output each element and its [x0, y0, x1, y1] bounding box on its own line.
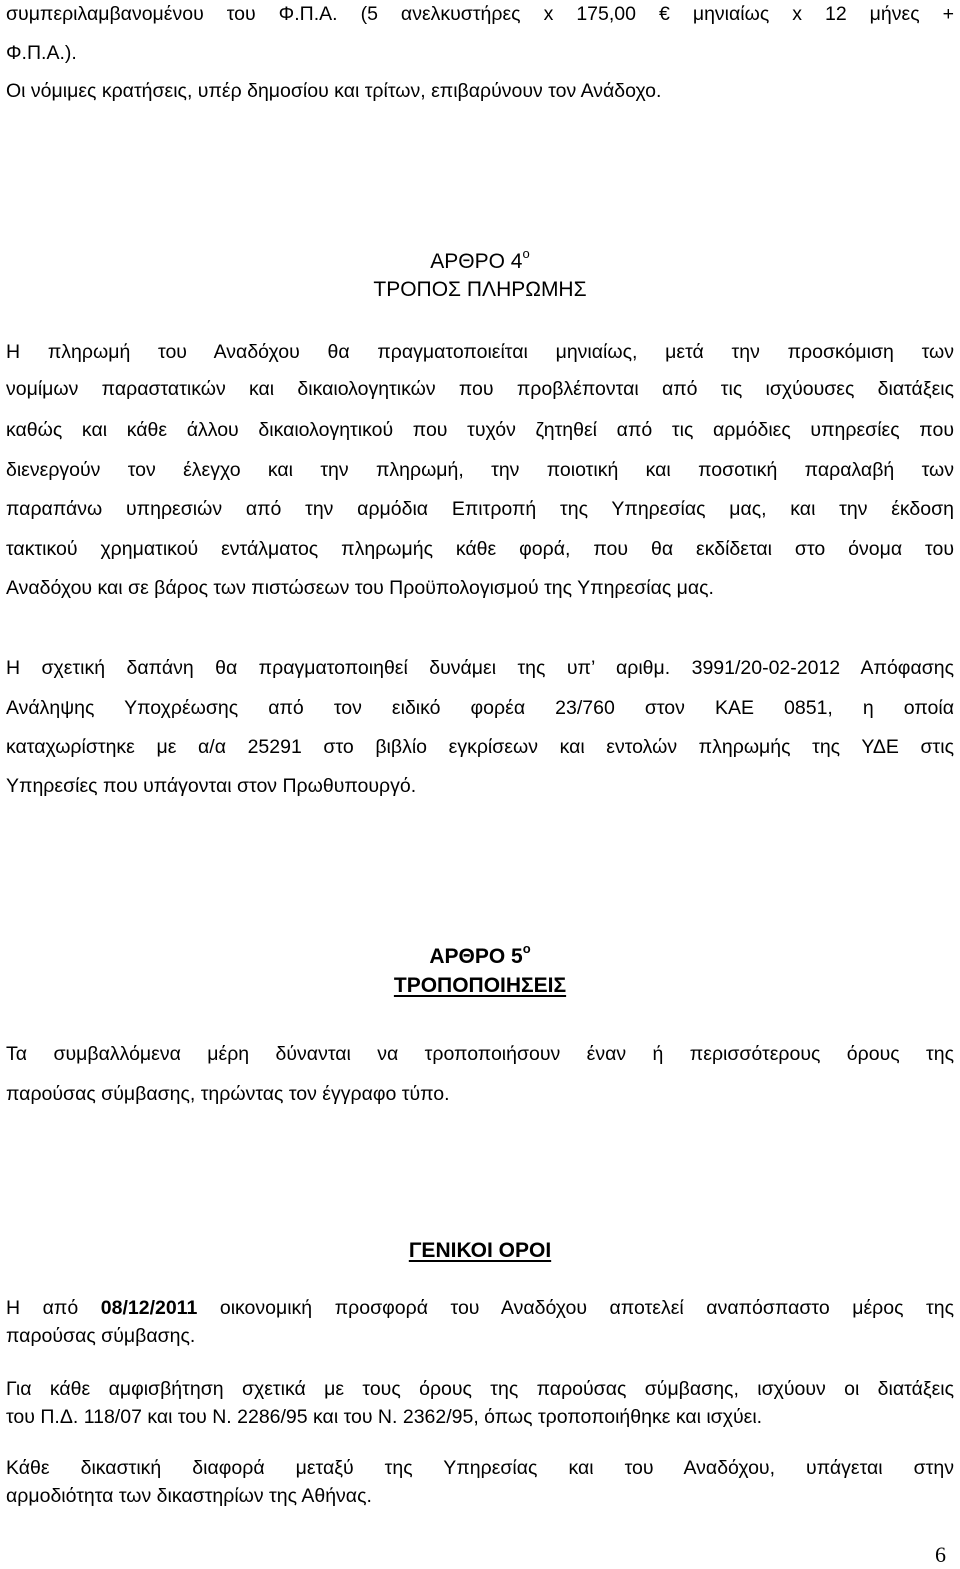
article-5-title: ΤΡΟΠΟΠΟΙΗΣΕΙΣ	[393, 974, 567, 997]
general-terms-title: ΓΕΝΙΚΟΙ ΟΡΟΙ	[408, 1239, 552, 1262]
general-p2-line: του Π.Δ. 118/07 και του Ν. 2286/95 και του Ν. 2362/95, όπως τροποποιήθηκε και ισχύει.	[6, 1406, 763, 1428]
article-4-ordinal: ο	[522, 246, 530, 261]
article-4-p2-line: καταχωρίστηκε με α/α 25291 στο βιβλίο εγκρίσεων και εντολών πληρωμής της ΥΔΕ στις	[6, 736, 954, 758]
article-5-p1-line: παρούσας σύμβασης, τηρώντας τον έγγραφο τύπο.	[6, 1083, 450, 1105]
offer-date: 08/12/2011	[100, 1297, 198, 1319]
article-4-number: ΑΡΘΡΟ $4^o$	[430, 246, 530, 273]
article-4-p1-line: καθώς και κάθε άλλου δικαιολογητικού που τυχόν ζητηθεί από τις αρμόδιες υπηρεσίες που	[6, 419, 954, 441]
general-p3-line: Κάθε δικαστική διαφορά μεταξύ της Υπηρεσίας και του Αναδόχου, υπάγεται στην	[6, 1457, 954, 1479]
article-4-p1-line: παραπάνω υπηρεσιών από την αρμόδια Επιτροπή της Υπηρεσίας μας, και την έκδοση	[6, 498, 954, 520]
article-4-p1-line: νομίμων παραστατικών και δικαιολογητικών που προβλέπονται από τις ισχύουσες διατάξεις	[6, 378, 954, 400]
intro-line-1: συμπεριλαμβανομένου του Φ.Π.Α. (5 ανελκυστήρες x 175,00 € μηνιαίως x 12 μήνες +	[6, 3, 954, 25]
article-5-number: ΑΡΘΡΟ $5^o$	[429, 941, 531, 968]
article-4-p1-line: Αναδόχου και σε βάρος των πιστώσεων του Προϋπολογισμού της Υπηρεσίας μας.	[6, 577, 714, 599]
article-4-title: ΤΡΟΠΟΣ ΠΛΗΡΩΜΗΣ	[373, 278, 587, 301]
article-4-p2-line: Ανάληψης Υποχρέωσης από τον ειδικό φορέα 23/760 στον ΚΑΕ 0851, η οποία	[6, 697, 954, 719]
general-p1-line: Η από 08/12/2011 οικονομική προσφορά του Αναδόχου αποτελεί αναπόσπαστο μέρος της	[6, 1297, 954, 1319]
general-p3-line: αρμοδιότητα των δικαστηρίων της Αθήνας.	[6, 1485, 372, 1507]
article-4-p1-line: τακτικού χρηματικού εντάλματος πληρωμής κάθε φορά, που θα εκδίδεται στο όνομα του	[6, 538, 954, 560]
article-5-p1-line: Τα συμβαλλόμενα μέρη δύνανται να τροποποιήσουν έναν ή περισσότερους όρους της	[6, 1043, 954, 1065]
article-4-p1-line: Η πληρωμή του Αναδόχου θα πραγματοποιείται μηνιαίως, μετά την προσκόμιση των	[6, 341, 954, 363]
article-4-p2-line: Υπηρεσίες που υπάγονται στον Πρωθυπουργό.	[6, 775, 417, 797]
article-4-p2-line: Η σχετική δαπάνη θα πραγματοποιηθεί δυνάμει της υπ’ αριθμ. 3991/20-02-2012 Απόφασης	[6, 657, 954, 679]
article-4-p1-line: διενεργούν τον έλεγχο και την πληρωμή, την ποιοτική και ποσοτική παραλαβή των	[6, 459, 954, 481]
intro-line-3: Οι νόμιμες κρατήσεις, υπέρ δημοσίου και τρίτων, επιβαρύνουν τον Ανάδοχο.	[6, 80, 662, 102]
intro-line-2: Φ.Π.Α.).	[6, 42, 77, 64]
general-p1-line: παρούσας σύμβασης.	[6, 1325, 196, 1347]
general-p2-line: Για κάθε αμφισβήτηση σχετικά με τους όρους της παρούσας σύμβασης, ισχύουν οι διατάξεις	[6, 1378, 954, 1400]
page-number: 6	[935, 1542, 946, 1567]
article-5-ordinal: ο	[522, 941, 531, 956]
